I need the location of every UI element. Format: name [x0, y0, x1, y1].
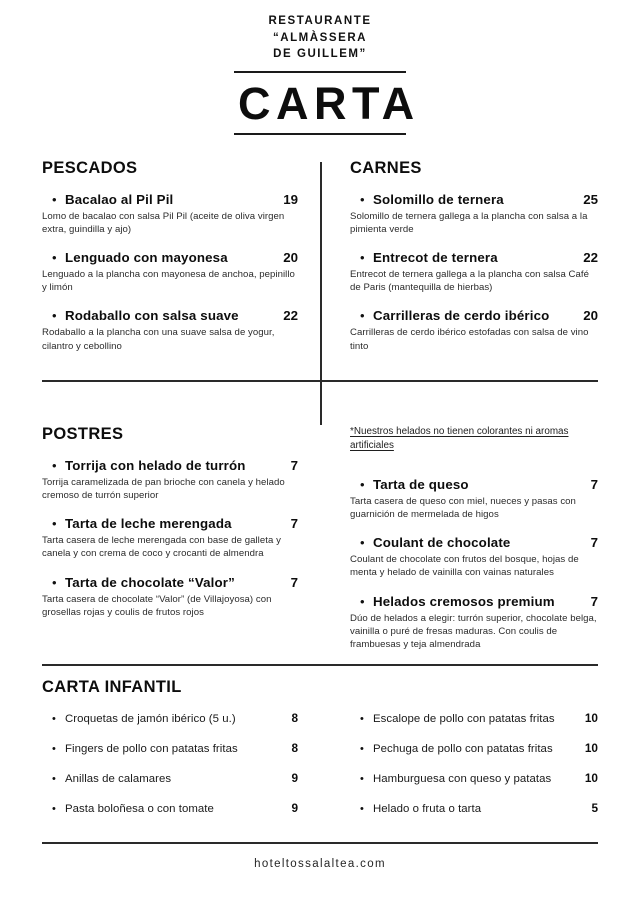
menu-item-description: Solomillo de ternera gallega a la plancha con salsa a la pimienta verde	[350, 210, 588, 235]
kids-item-name: Fingers de pollo con patatas fritas	[65, 743, 238, 756]
menu-item-head	[360, 476, 598, 493]
menu-item-price: 7	[290, 516, 298, 532]
kids-item-name: Croquetas de jamón ibérico (5 u.)	[65, 713, 236, 726]
kids-item-price: 10	[584, 711, 598, 726]
menu-item-head	[52, 574, 298, 591]
menu-item-description: Tarta casera de chocolate “Valor” (de Villajoyosa) con grosellas rojas y coulis de frutos rojos	[42, 593, 272, 618]
kids-item-price: 8	[291, 741, 298, 756]
menu-item	[42, 191, 298, 236]
menu-item-head	[52, 307, 298, 324]
bullet-icon: •	[360, 713, 364, 726]
menu-item-name: Rodaballo con salsa suave	[65, 308, 239, 324]
bullet-icon: •	[360, 743, 364, 756]
menu-item-name: Helados cremosos premium	[373, 593, 555, 609]
section-title-carta-infantil: CARTA INFANTIL	[42, 678, 182, 697]
menu-item-head	[52, 249, 298, 266]
menu-item-description: Carrilleras de cerdo ibérico estofadas con salsa de vino tinto	[350, 327, 589, 352]
menu-item-price: 22	[283, 308, 298, 324]
section-pescados	[42, 159, 320, 366]
bullet-icon: •	[360, 535, 365, 551]
kids-item-price: 9	[291, 771, 298, 786]
bullet-icon: •	[360, 249, 365, 265]
menu-item-name: Carrilleras de cerdo ibérico	[373, 308, 550, 324]
ice-cream-note: *Nuestros helados no tienen colorantes ni aromas artificiales	[350, 425, 569, 451]
bullet-icon: •	[52, 249, 57, 265]
list-item	[52, 710, 298, 727]
menu-item	[350, 249, 598, 294]
list-item	[360, 710, 598, 727]
bullet-icon: •	[52, 773, 56, 786]
menu-item-head	[360, 307, 598, 324]
menu-item-name: Coulant de chocolate	[373, 535, 511, 551]
bullet-icon: •	[360, 308, 365, 324]
bullet-icon: •	[52, 803, 56, 816]
menu-item	[350, 593, 598, 652]
menu-item	[42, 249, 298, 294]
list-item	[360, 740, 598, 757]
carta-title-block	[234, 63, 420, 135]
column-divider	[320, 162, 322, 425]
kids-item-name: Anillas de calamares	[65, 773, 172, 786]
bullet-icon: •	[52, 516, 57, 532]
kids-menu-left	[42, 710, 320, 830]
section-title-pescados: PESCADOS	[42, 158, 138, 177]
section-carnes	[320, 159, 598, 366]
kids-item-name: Helado o fruta o tarta	[373, 803, 482, 816]
menu-item-price: 22	[583, 249, 598, 265]
kids-item-name: Hamburguesa con queso y patatas	[373, 773, 552, 786]
menu-item-description: Rodaballo a la plancha con una suave salsa de yogur, cilantro y cebollino	[42, 327, 275, 352]
list-item	[360, 770, 598, 787]
menu-item-name: Tarta de chocolate “Valor”	[65, 574, 235, 590]
menu-item-price: 7	[590, 593, 598, 609]
kids-item-price: 5	[591, 801, 598, 816]
menu-item	[350, 476, 598, 521]
kids-item-name: Escalope de pollo con patatas fritas	[373, 713, 555, 726]
bullet-icon: •	[52, 457, 57, 473]
menu-item-description: Lenguado a la plancha con mayonesa de anchoa, pepinillo y limón	[42, 268, 295, 294]
desserts-columns	[0, 406, 640, 664]
menu-item-price: 20	[283, 249, 298, 265]
bullet-icon: •	[360, 803, 364, 816]
section-postres-left	[42, 425, 320, 664]
kids-menu-right	[320, 710, 598, 830]
menu-header	[0, 0, 640, 135]
menu-item-head	[360, 249, 598, 266]
section-title-postres: POSTRES	[42, 424, 124, 443]
menu-item-name: Lenguado con mayonesa	[65, 249, 228, 265]
menu-item	[350, 307, 598, 352]
menu-item-head	[52, 457, 298, 474]
menu-item	[42, 515, 298, 560]
menu-item-head	[360, 593, 598, 610]
menu-item-description: Tarta casera de leche merengada con base de galleta y canela y con crema de coco y crocanti de almendra	[42, 535, 281, 560]
kids-item-price: 9	[291, 801, 298, 816]
menu-item-description: Dúo de helados a elegir: turrón superior, chocolate belga, vainilla o puré de fresas maduras. Con coulis de frambuesas y teja almendrada	[350, 612, 597, 650]
menu-item-name: Torrija con helado de turrón	[65, 457, 246, 473]
bullet-icon: •	[360, 191, 365, 207]
list-item	[52, 800, 298, 817]
menu-item	[42, 307, 298, 352]
menu-item-head	[360, 534, 598, 551]
menu-item-name: Solomillo de ternera	[373, 191, 504, 207]
menu-item	[42, 457, 298, 502]
menu-item-description: Coulant de chocolate con frutos del bosque, hojas de menta y helado de vainilla con vainas naturales	[350, 554, 579, 579]
menu-item-head	[52, 515, 298, 532]
menu-item-name: Bacalao al Pil Pil	[65, 191, 174, 207]
menu-item-price: 7	[290, 457, 298, 473]
restaurant-name-line-2: DE GUILLEM”	[273, 48, 367, 60]
kids-menu-columns	[0, 710, 640, 830]
restaurant-name-line-1: “ALMÀSSERA	[272, 31, 368, 44]
menu-item-name: Tarta de queso	[373, 476, 469, 492]
menu-item-price: 7	[290, 574, 298, 590]
menu-item	[42, 574, 298, 619]
menu-item-price: 7	[590, 476, 598, 492]
main-courses-columns	[0, 159, 640, 366]
menu-item-name: Tarta de leche merengada	[65, 516, 232, 532]
bullet-icon: •	[360, 476, 365, 492]
menu-item	[350, 534, 598, 579]
kids-item-name: Pasta boloñesa o con tomate	[65, 803, 214, 816]
kids-item-price: 8	[291, 711, 298, 726]
kids-item-name: Pechuga de pollo con patatas fritas	[373, 743, 553, 756]
section-carta-infantil	[0, 666, 640, 830]
bullet-icon: •	[52, 574, 57, 590]
menu-item-price: 20	[583, 308, 598, 324]
menu-item-price: 19	[283, 191, 298, 207]
bullet-icon: •	[52, 308, 57, 324]
bullet-icon: •	[52, 191, 57, 207]
list-item	[360, 800, 598, 817]
menu-item	[350, 191, 598, 236]
menu-item-description: Lomo de bacalao con salsa Pil Pil (aceite de oliva virgen extra, guindilla y ajo)	[42, 210, 285, 235]
website-link[interactable]: hoteltossalaltea.com	[254, 858, 386, 871]
kids-item-price: 10	[584, 771, 598, 786]
menu-item-name: Entrecot de ternera	[373, 249, 498, 265]
list-item	[52, 770, 298, 787]
page-title: CARTA	[238, 77, 420, 129]
carta-rule-bottom	[234, 133, 406, 135]
menu-item-head	[360, 191, 598, 208]
menu-item-price: 7	[590, 535, 598, 551]
menu-item-description: Entrecot de ternera gallega a la plancha con salsa Café de Paris (mantequilla de hierbas)	[350, 268, 590, 294]
menu-item-description: Tarta casera de queso con miel, nueces y pasas con guarnición de mermelada de higos	[350, 495, 576, 520]
menu-item-description: Torrija caramelizada de pan brioche con canela y helado cremoso de turrón superior	[42, 476, 285, 501]
kids-item-price: 10	[584, 741, 598, 756]
bullet-icon: •	[360, 593, 365, 609]
menu-item-head	[52, 191, 298, 208]
section-title-carnes: CARNES	[350, 158, 422, 177]
section-postres-right	[320, 425, 598, 664]
list-item	[52, 740, 298, 757]
bullet-icon: •	[52, 713, 56, 726]
restaurant-label: RESTAURANTE	[268, 15, 372, 27]
menu-item-price: 25	[583, 191, 598, 207]
bullet-icon: •	[52, 743, 56, 756]
bullet-icon: •	[360, 773, 364, 786]
